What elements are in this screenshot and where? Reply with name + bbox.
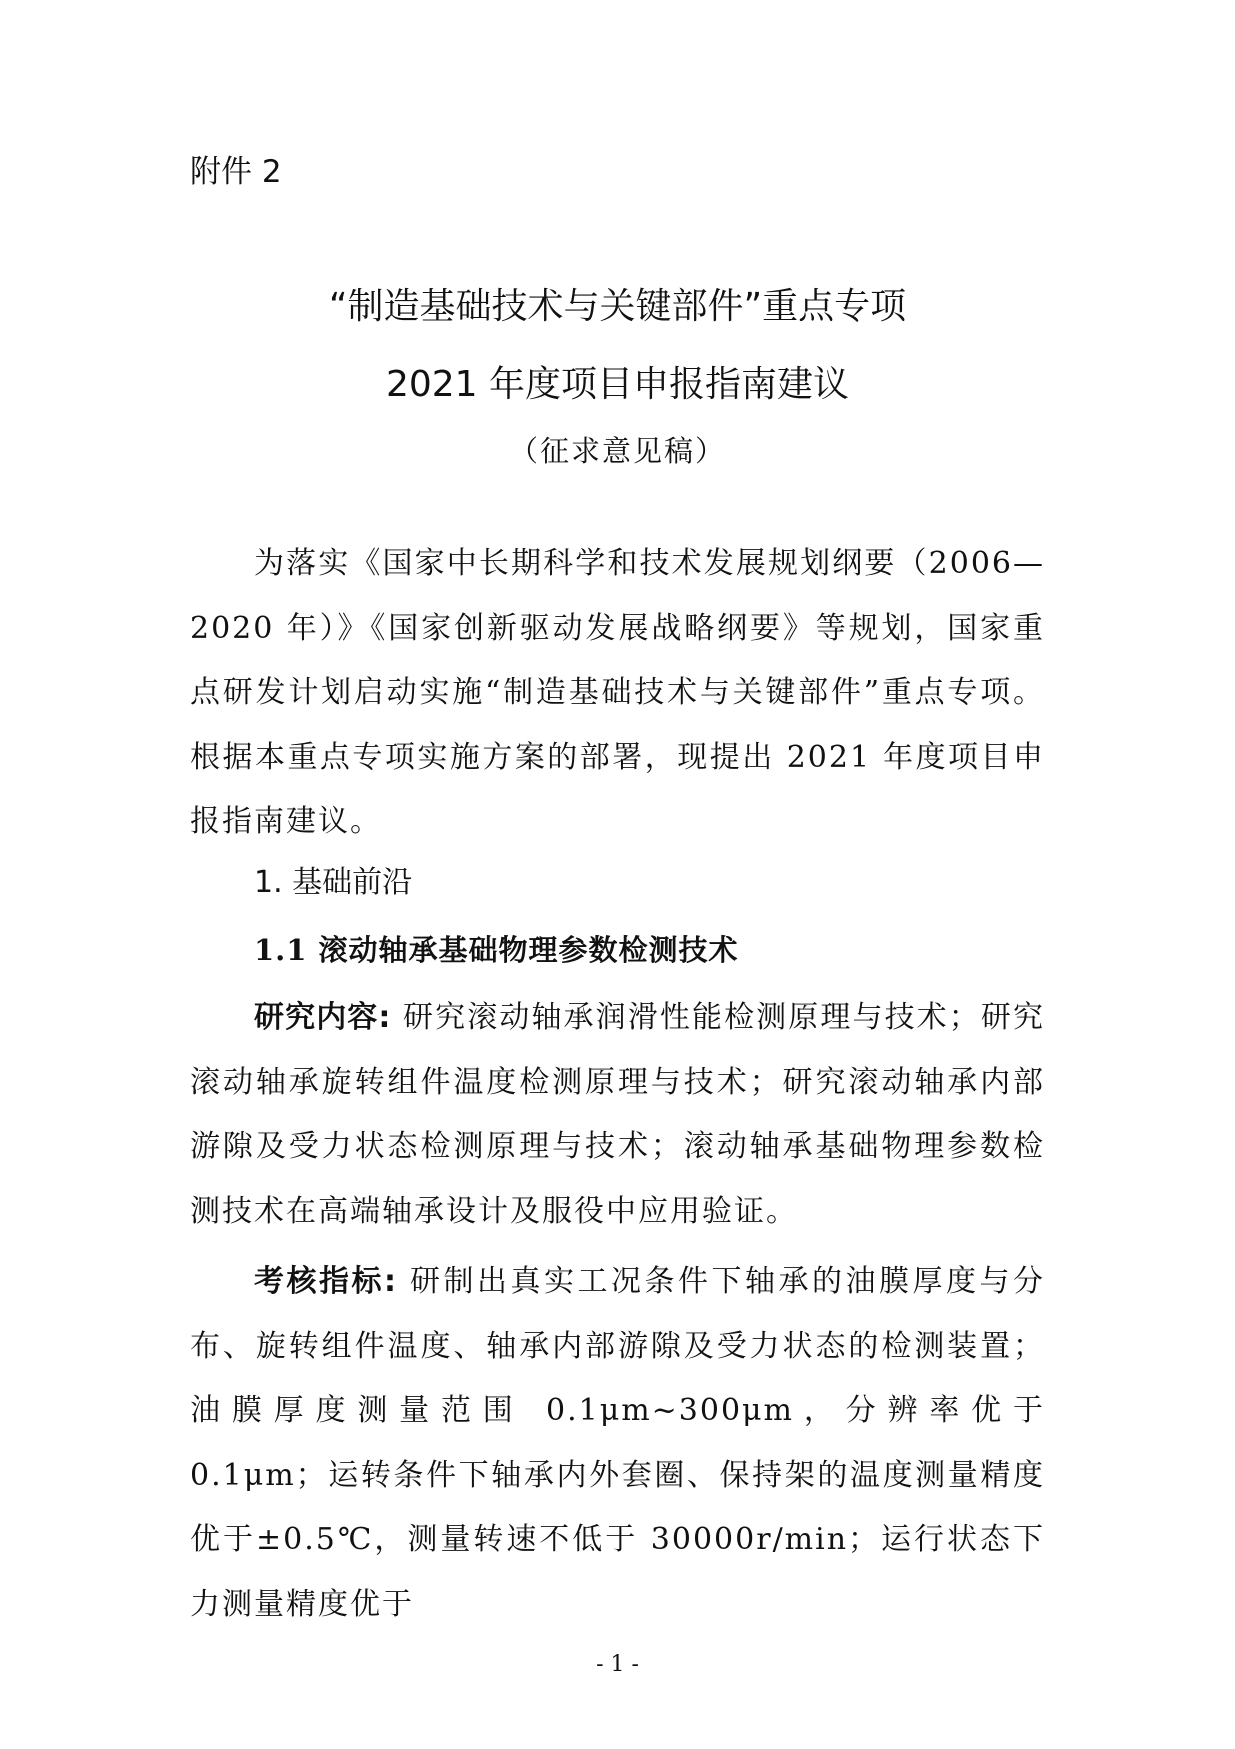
section-heading: 1. 基础前沿 — [254, 865, 413, 900]
assessment-metrics-paragraph — [190, 1250, 1045, 1637]
attachment-label: 附件 2 — [190, 154, 282, 190]
research-content-label: 研究内容: — [254, 1000, 392, 1035]
research-content-text: 研究滚动轴承润滑性能检测原理与技术；研究滚动轴承旋转组件温度检测原理与技术；研究滚动轴承内部游隙及受力状态检测原理与技术；滚动轴承基础物理参数检测技术在高端轴承设计及服役中应用验证。 — [190, 1000, 1045, 1229]
subsection-heading: 1.1 滚动轴承基础物理参数检测技术 — [254, 933, 739, 967]
document-subtitle: （征求意见稿） — [508, 434, 726, 468]
document-title-line-2: 2021 年度项目申报指南建议 — [385, 364, 850, 405]
research-content-paragraph — [190, 986, 1045, 1244]
page-number: - 1 - — [596, 1652, 639, 1677]
assessment-metrics-label: 考核指标: — [254, 1264, 397, 1299]
document-title-line-1: “制造基础技术与关键部件”重点专项 — [328, 286, 907, 327]
intro-paragraph: 为落实《国家中长期科学和技术发展规划纲要（2006—2020 年）》《国家创新驱动发展战略纲要》等规划，国家重点研发计划启动实施“制造基础技术与关键部件”重点专项。根据本重点专项实施方案的部署，现提出 2021 年度项目申报指南建议。 — [190, 546, 1045, 839]
assessment-metrics-text: 研制出真实工况条件下轴承的油膜厚度与分布、旋转组件温度、轴承内部游隙及受力状态的检测装置；油膜厚度测量范围 0.1μm~300μm，分辨率优于 0.1μm；运转条件下轴承内外套圈、保持架的温度测量精度优于±0.5℃，测量转速不低于 30000r/min；运行状态下力测量精度优于 — [190, 1264, 1045, 1622]
